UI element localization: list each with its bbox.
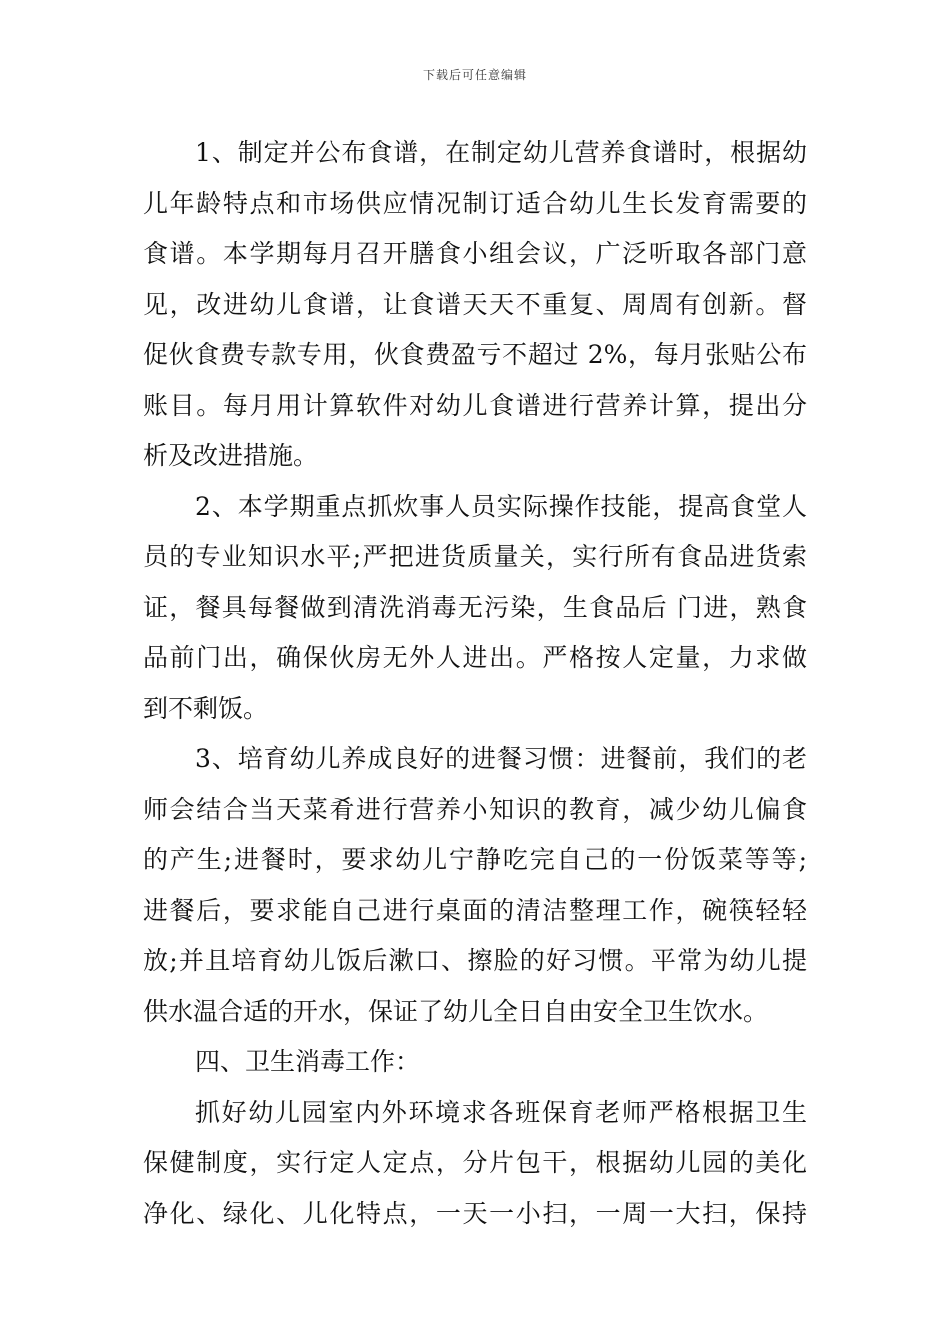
text-line: 员的专业知识水平;严把进货质量关，实行所有食品进货索	[143, 542, 807, 571]
text-line: 见，改进幼儿食谱，让食谱天天不重复、周周有创新。督	[143, 289, 807, 319]
paragraph-3	[143, 734, 807, 1037]
text-line: 食谱。本学期每月召开膳食小组会议，广泛听取各部门意	[143, 239, 807, 268]
text-line: 证，餐具每餐做到清洗消毒无污染，生食品后 门进，熟食	[143, 592, 807, 622]
text-line: 净化、绿化、儿化特点，一天一小扫，一周一大扫，保持	[143, 1198, 807, 1228]
heading-text: 四、卫生消毒工作：	[195, 1047, 421, 1076]
text-line: 3、培育幼儿养成良好的进餐习惯：进餐前，我们的老	[195, 744, 807, 773]
page-header: 下载后可任意编辑	[422, 68, 527, 82]
text-line: 品前门出，确保伙房无外人进出。严格按人定量，力求做	[143, 643, 807, 672]
text-line: 供水温合适的开水，保证了幼儿全日自由安全卫生饮水。	[143, 996, 769, 1026]
text-line: 进餐后，要求能自己进行桌面的清洁整理工作，碗筷轻轻	[143, 895, 807, 925]
text-line: 到不剩饭。	[143, 693, 269, 723]
paragraph-2	[143, 482, 807, 735]
text-line: 账目。每月用计算软件对幼儿食谱进行营养计算，提出分	[143, 390, 807, 420]
paragraph-1	[143, 128, 807, 482]
document-body	[143, 128, 807, 1239]
text-line: 师会结合当天菜肴进行营养小知识的教育，减少幼儿偏食	[143, 794, 807, 824]
text-line: 2、本学期重点抓炊事人员实际操作技能，提高食堂人	[195, 491, 807, 521]
text-line: 保健制度，实行定人定点，分片包干，根据幼儿园的美化	[143, 1148, 807, 1177]
text-line: 1、制定并公布食谱，在制定幼儿营养食谱时，根据幼	[195, 138, 807, 167]
text-line: 儿年龄特点和市场供应情况制订适合幼儿生长发育需要的	[143, 188, 807, 218]
text-line: 析及改进措施。	[143, 441, 319, 470]
section-heading	[143, 1037, 807, 1088]
text-line: 抓好幼儿园室内外环境求各班保育老师严格根据卫生	[195, 1097, 807, 1127]
text-line: 放;并且培育幼儿饭后漱口、擦脸的好习惯。平常为幼儿提	[143, 946, 807, 975]
text-line: 促伙食费专款专用，伙食费盈亏不超过 2%，每月张贴公布	[143, 340, 807, 369]
text-line: 的产生;进餐时，要求幼儿宁静吃完自己的一份饭菜等等;	[143, 845, 807, 874]
paragraph-5	[143, 1088, 807, 1240]
